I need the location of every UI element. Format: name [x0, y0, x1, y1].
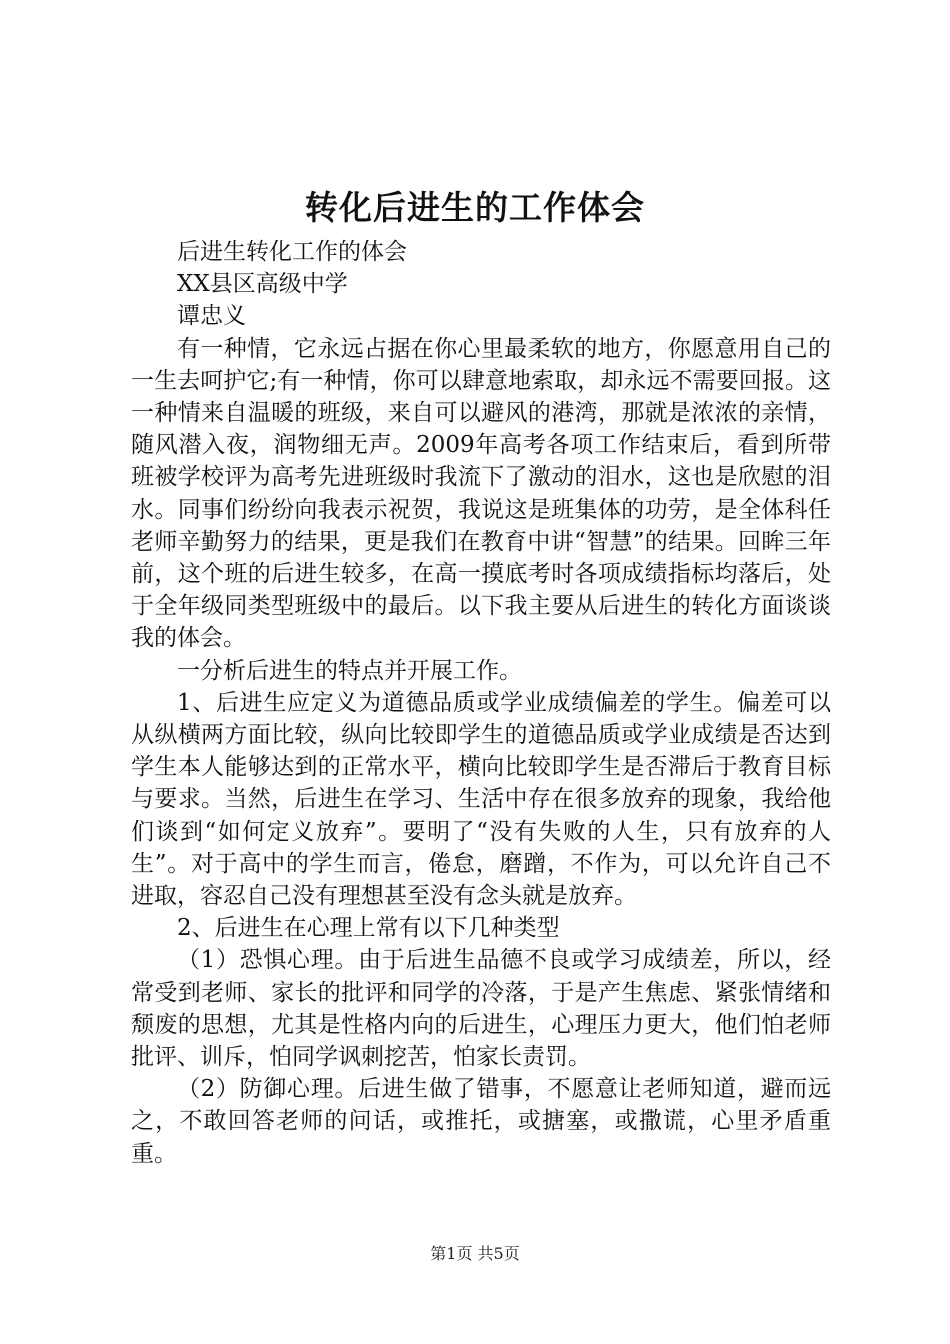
fear-psychology-paragraph: （1）恐惧心理。由于后进生品德不良或学习成绩差，所以，经常受到老师、家长的批评和同学的冷落，于是产生焦虑、紧张情绪和颓废的思想，尤其是性格内向的后进生，心理压力更大，他们怕老师批评、训斥，怕同学讽刺挖苦，怕家长责罚。 — [131, 947, 831, 1071]
document-title: 转化后进生的工作体会 — [305, 188, 645, 227]
page-footer: 第1页 共5页 — [430, 1244, 520, 1263]
document-body — [131, 236, 831, 1170]
school-name-paragraph: XX县区高级中学 — [177, 271, 348, 298]
subtitle-paragraph: 后进生转化工作的体会 — [177, 239, 407, 265]
defense-psychology-paragraph: （2）防御心理。后进生做了错事，不愿意让老师知道，避而远之，不敢回答老师的问话，或推托，或搪塞，或撒谎，心里矛盾重重。 — [131, 1076, 831, 1167]
section-heading-paragraph: 一分析后进生的特点并开展工作。 — [177, 657, 522, 684]
point-2-paragraph: 2、后进生在心理上常有以下几种类型 — [177, 915, 560, 942]
point-1-paragraph: 1、后进生应定义为道德品质或学业成绩偏差的学生。偏差可以从纵横两方面比较，纵向比较即学生的道德品质或学业成绩是否达到学生本人能够达到的正常水平，横向比较即学生是否滞后于教育目标与要求。当然，后进生在学习、生活中存在很多放弃的现象，我给他们谈到“如何定义放弃”。要明了“没有失败的人生，只有放弃的人生”。对于高中的学生而言，倦怠，磨蹭，不作为，可以允许自己不进取，容忍自己没有理想甚至没有念头就是放弃。 — [131, 689, 831, 910]
intro-paragraph: 有一种情，它永远占据在你心里最柔软的地方，你愿意用自己的一生去呵护它;有一种情，你可以肆意地索取，却永远不需要回报。这一种情来自温暖的班级，来自可以避风的港湾，那就是浓浓的亲情，随风潜入夜，润物细无声。2009年高考各项工作结束后，看到所带班被学校评为高考先进班级时我流下了激动的泪水，这也是欣慰的泪水。同事们纷纷向我表示祝贺，我说这是班集体的功劳，是全体科任老师辛勤努力的结果，更是我们在教育中讲“智慧”的结果。回眸三年前，这个班的后进生较多，在高一摸底考时各项成绩指标均落后，处于全年级同类型班级中的最后。以下我主要从后进生的转化方面谈谈我的体会。 — [131, 335, 831, 652]
author-paragraph: 谭忠义 — [177, 303, 246, 330]
